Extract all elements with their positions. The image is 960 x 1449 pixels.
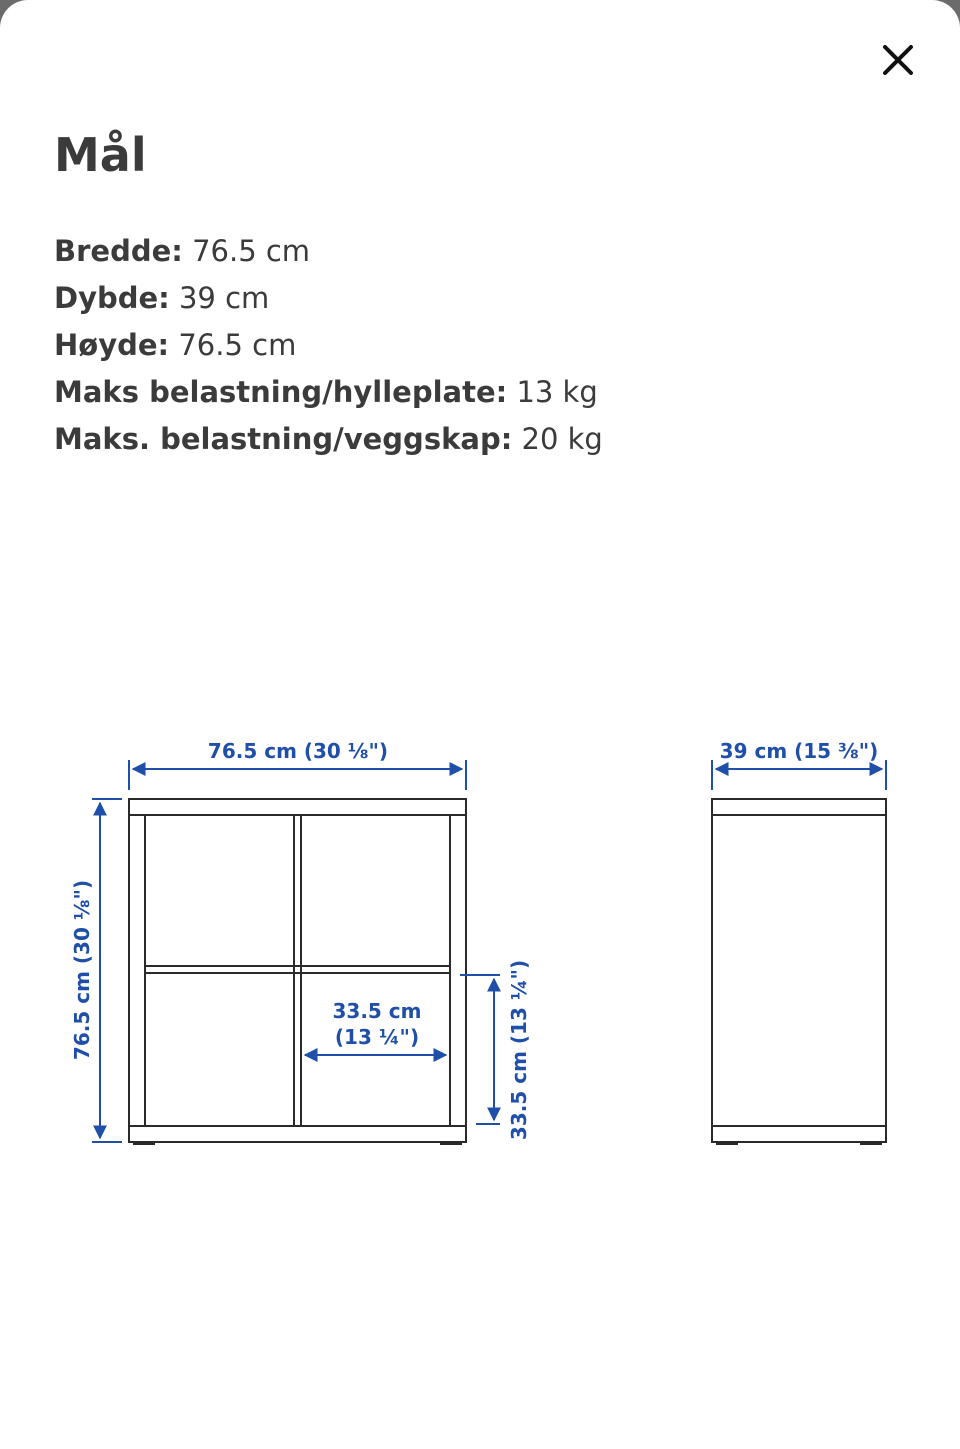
page-title: Mål [54,128,147,182]
side-top-panel [712,799,886,815]
spec-value: 13 kg [516,375,598,409]
spec-label: Høyde: [54,328,170,362]
spec-label: Dybde: [54,281,170,315]
front-right-side [450,815,466,1126]
front-width-dimension [129,760,466,790]
front-bottom-panel [129,1126,466,1142]
side-depth-dimension [712,760,886,790]
dimension-drawing [0,700,960,1180]
compartment-width-label-line2: (13 ¼") [334,1025,420,1049]
spec-row-width [54,230,603,277]
spec-value: 39 cm [178,281,270,315]
spec-label: Maks belastning/hylleplate: [54,375,508,409]
spec-value: 76.5 cm [192,234,311,268]
spec-list [54,230,603,465]
spec-row-depth [54,277,603,324]
spec-label: Bredde: [54,234,183,268]
front-left-side [129,815,145,1126]
front-top-panel [129,799,466,815]
compartment-height-label: 33.5 cm (13 ¼") [507,959,531,1141]
spec-row-height [54,324,603,371]
spec-label: Maks. belastning/veggskap: [54,422,513,456]
front-middle-shelf [145,966,450,973]
spec-row-cabinet-load [54,418,603,465]
front-width-label: 76.5 cm (30 ⅛") [207,739,389,763]
spec-row-shelf-load [54,371,603,418]
compartment-width-label-line1: 33.5 cm [332,999,422,1023]
front-height-dimension [92,799,122,1142]
front-center-divider [294,815,301,1126]
front-height-label: 76.5 cm (30 ⅛") [70,879,94,1061]
side-depth-label: 39 cm (15 ⅜") [719,739,879,763]
spec-value: 20 kg [521,422,603,456]
front-view [129,799,466,1144]
spec-value: 76.5 cm [178,328,297,362]
close-icon [868,30,928,90]
side-bottom-panel [712,1126,886,1142]
side-view [712,799,886,1144]
side-body [712,815,886,1126]
close-button[interactable] [868,30,928,90]
